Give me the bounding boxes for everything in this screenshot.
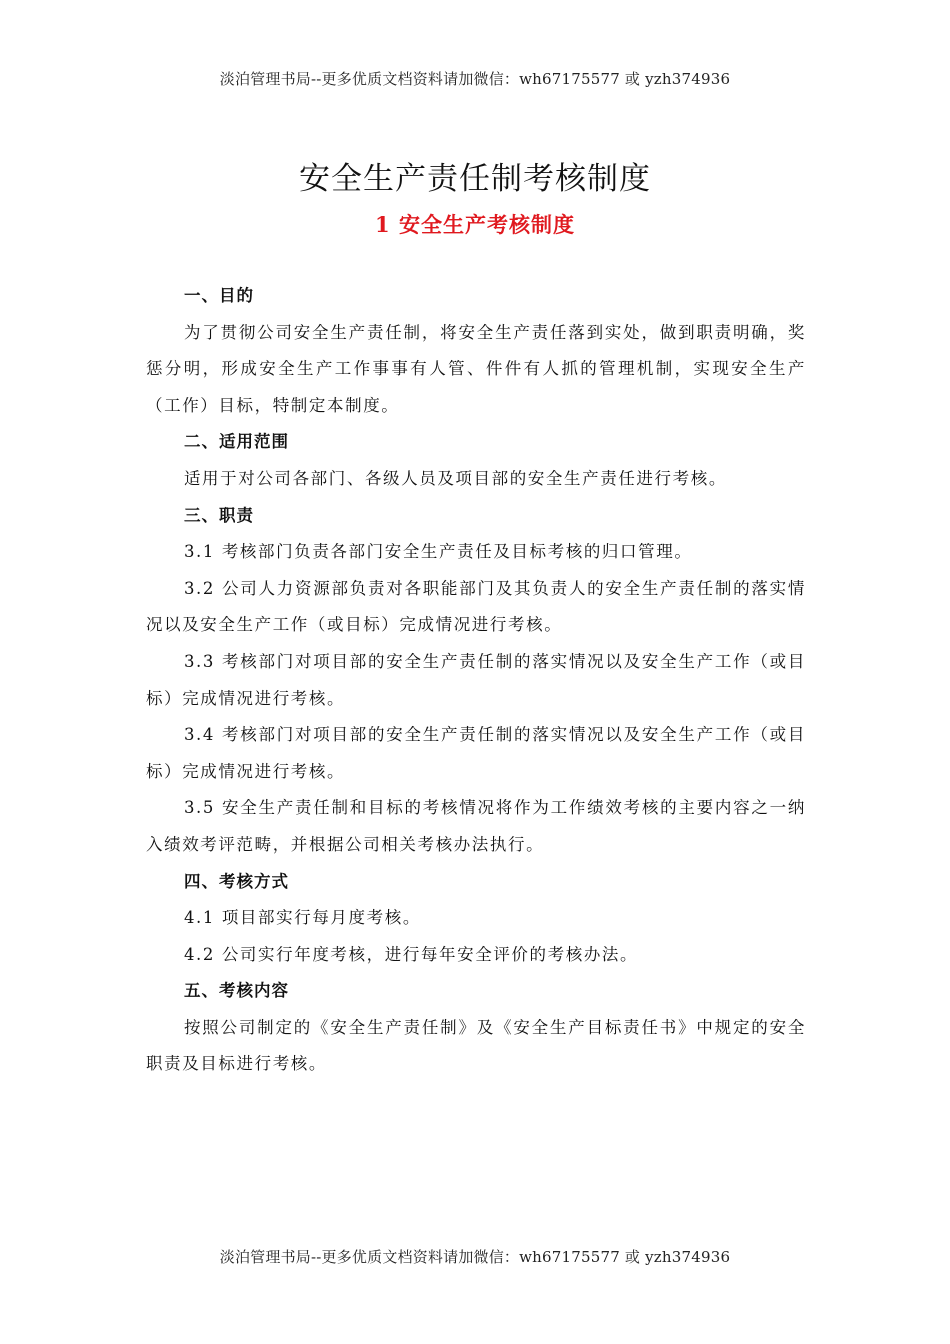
paragraph: 3.3 考核部门对项目部的安全生产责任制的落实情况以及安全生产工作（或目标）完成情况进行考核。 xyxy=(146,651,806,708)
document-subtitle: 1 安全生产考核制度 xyxy=(375,212,575,237)
section-heading-scope: 二、适用范围 xyxy=(183,432,289,452)
section-heading-content: 五、考核内容 xyxy=(183,981,289,1001)
paragraph: 按照公司制定的《安全生产责任制》及《安全生产目标责任书》中规定的安全职责及目标进行考核。 xyxy=(146,1017,806,1074)
paragraph: 4.2 公司实行年度考核，进行每年安全评价的考核办法。 xyxy=(183,944,639,964)
page-footer-note: 淡泊管理书局--更多优质文档资料请加微信：wh67175577 或 yzh374936 xyxy=(219,1248,731,1266)
document-title: 安全生产责任制考核制度 xyxy=(299,160,651,197)
page-header-note: 淡泊管理书局--更多优质文档资料请加微信：wh67175577 或 yzh374936 xyxy=(219,70,731,88)
paragraph: 适用于对公司各部门、各级人员及项目部的安全生产责任进行考核。 xyxy=(183,468,727,488)
paragraph: 3.5 安全生产责任制和目标的考核情况将作为工作绩效考核的主要内容之一纳入绩效考评范畴，并根据公司相关考核办法执行。 xyxy=(146,798,806,854)
section-heading-purpose: 一、目的 xyxy=(183,286,254,305)
paragraph: 3.2 公司人力资源部负责对各职能部门及其负责人的安全生产责任制的落实情况以及安全生产工作（或目标）完成情况进行考核。 xyxy=(146,578,806,635)
paragraph: 4.1 项目部实行每月度考核。 xyxy=(183,908,421,928)
paragraph: 为了贯彻公司安全生产责任制，将安全生产责任落到实处，做到职责明确，奖惩分明，形成安全生产工作事事有人管、件件有人抓的管理机制，实现安全生产（工作）目标，特制定本制度。 xyxy=(146,322,806,415)
paragraph: 3.1 考核部门负责各部门安全生产责任及目标考核的归口管理。 xyxy=(183,542,693,562)
document-body xyxy=(146,278,806,1083)
paragraph: 3.4 考核部门对项目部的安全生产责任制的落实情况以及安全生产工作（或目标）完成情况进行考核。 xyxy=(146,725,806,781)
section-heading-method: 四、考核方式 xyxy=(183,871,289,891)
section-heading-duties: 三、职责 xyxy=(183,505,254,525)
